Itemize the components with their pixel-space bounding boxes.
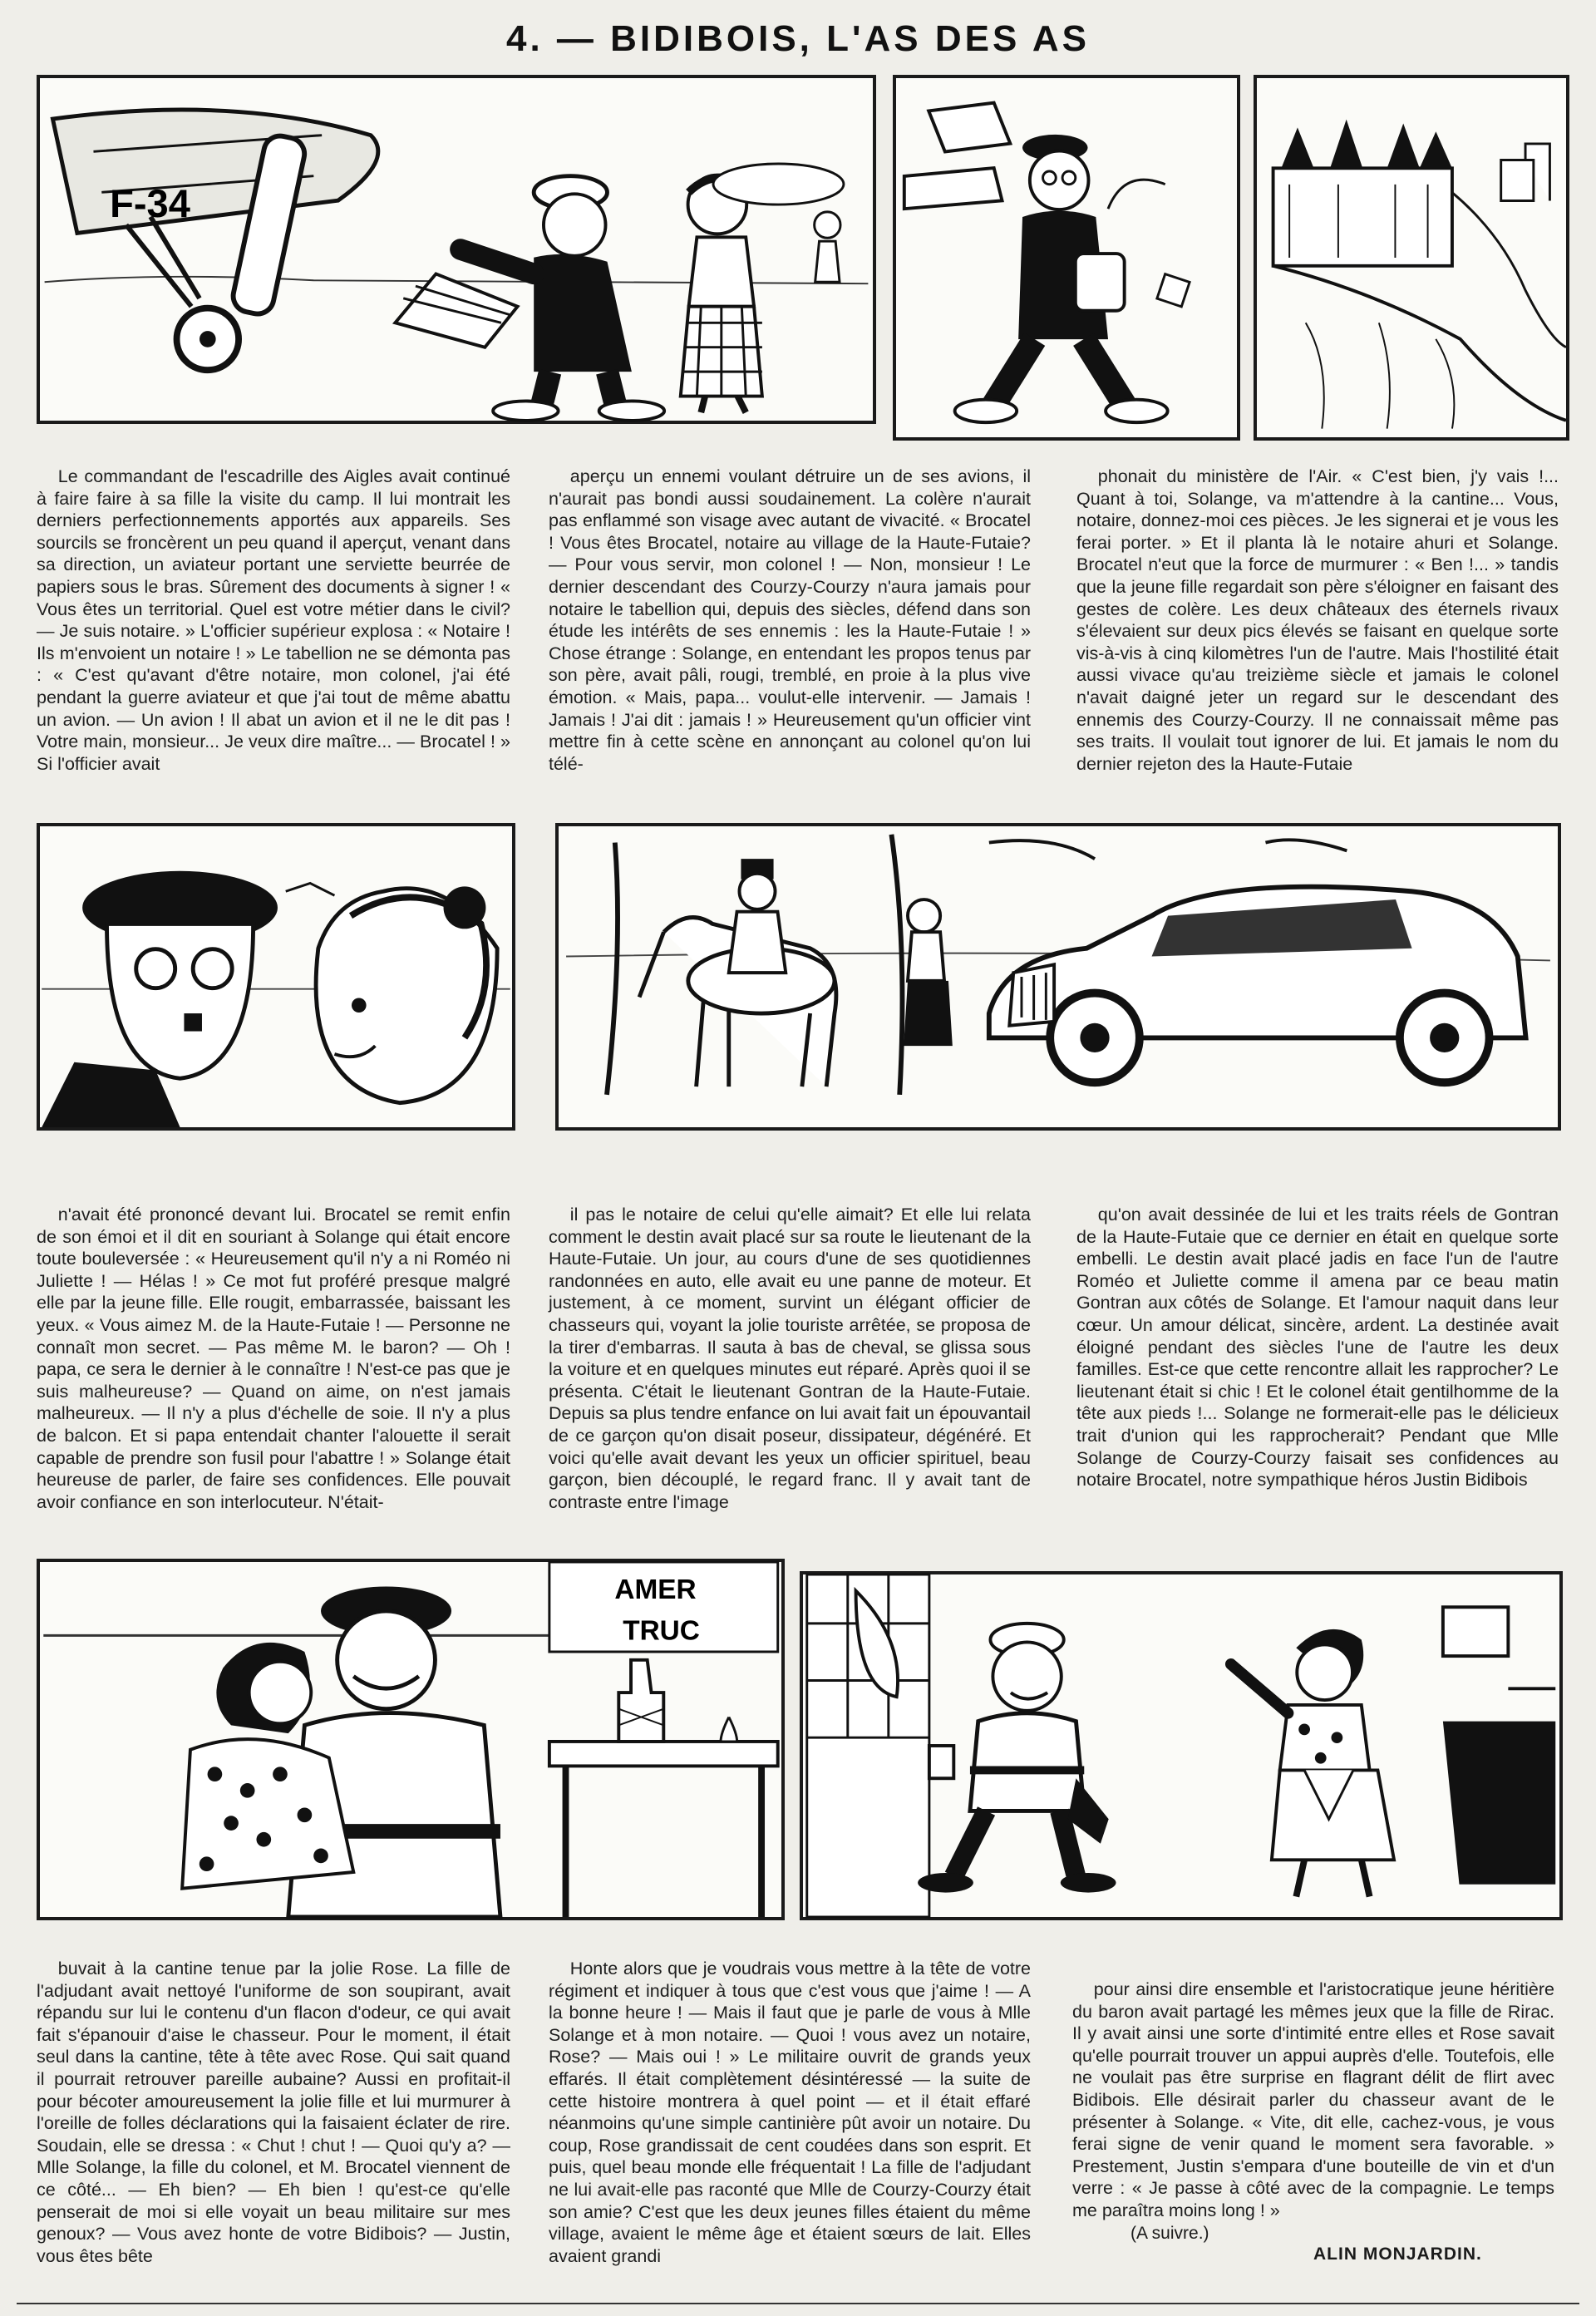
panel-airfield-colonel — [37, 75, 876, 424]
illustration-closeup — [40, 826, 512, 1127]
story-column-1a — [37, 466, 510, 806]
panel-castle — [1254, 75, 1569, 441]
panel-officer-horse-car — [555, 823, 1561, 1131]
story-column-2a — [549, 466, 1031, 806]
paragraph: Honte alors que je voudrais vous mettre à la tête de votre régiment et indiquer à tous que c'est vous que j'aime ! — A la bonne heure ! — Mais il faut que je parle de vous à Mlle Solange et à mon notaire. — Quoi ! vous avez un notaire, Rose? — Mais oui ! » Le militaire ouvrit de grands yeux effarés. Il était complètement désintéressé — la suite de cette histoire montrera à quel point — et il était effaré néanmoins qu'une simple cantinière pût avoir un notaire. Du coup, Rose grandissait de cent coudées dans son esprit. Et puis, quel beau monde elle fréquentait ! La fille de l'adjudant ne lui avait-elle pas raconté que Mlle de Courzy-Courzy était son amie? C'est que les deux jeunes filles étaient du même village, avaient le même âge et étaient sœurs de lait. Elles avaient grandi — [549, 1959, 1031, 2266]
sign-text-amer: AMER — [614, 1574, 697, 1606]
author-signature: ALIN MONJARDIN. — [1313, 2245, 1482, 2264]
panel-notary-solange-closeup — [37, 823, 515, 1131]
paragraph: pour ainsi dire ensemble et l'aristocratique jeune héritière du baron avait partagé les mêmes jeux que la fille de Rirac. Il y avait ainsi une sorte d'intimité entre elles et Rose savait qu'elle pourrait trouver un appui auprès d'elle. Toutefois, elle ne voulait pas être surprise en flagrant délit de flirt avec Bidibois. Elle désirait parler du chasseur avant de le présenter à Solange. « Vite, dit elle, cachez-vous, je vous ferai signe de venir quand le moment sera favorable. » Prestement, Justin s'empara d'une bouteille de vin et d'un verre : « Je passe à côté avec de la compagnie. Le temps me paraîtra moins long ! » — [1072, 1979, 1554, 2220]
story-column-2b — [549, 1204, 1031, 1553]
paragraph: il pas le notaire de celui qu'elle aimait? Et elle lui relata comment le destin avait placé sur sa route le lieutenant de la Haute-Futaie. Un jour, au cours d'une de ses quotidiennes randonnées en auto, elle avait eu une panne de moteur. Et justement, à ce moment, survint un élégant officier de chasseurs qui, voyant la jolie touriste arrêtée, se proposa de la tirer d'embarras. Il sauta à bas de cheval, se glissa sous la voiture et en quelques minutes eut réparé. Après quoi il se présenta. C'était le lieutenant Gontran de la Haute-Futaie. Depuis sa plus tendre enfance on lui avait fait un épouvantail de ce garçon qu'on disait poseur, dissipateur, dégénéré. Et voici qu'elle avait devant les yeux un officier spirituel, beau garçon, bien découplé, le regard franc. Il y avait tant de contraste entre l'image — [549, 1205, 1031, 1512]
to-be-continued: (A suivre.) — [1130, 2224, 1209, 2243]
paragraph: Le commandant de l'escadrille des Aigles avait continué à faire faire à sa fille la visite du camp. Il lui montrait les derniers perfectionnements apportés aux appareils. Ses sourcils se froncèrent un peu quand il aperçut, venant dans sa direction, un aviateur portant une serviette beurrée de papiers sous le bras. Sûrement des documents à signer ! « Vous êtes un territorial. Quel est votre métier dans le civil? — Je suis notaire. » L'officier supérieur explosa : « Notaire ! Ils m'envoient un notaire ! » Le tabellion ne se démonta pas : « C'est qu'avant d'être notaire, mon colonel, j'ai été pendant la guerre aviateur et que j'ai tout de même abattu un avion. — Un avion ! Il abat un avion et il ne le dit pas ! Votre main, monsieur... Je veux dire maître... — Brocatel ! » Si l'officier avait — [37, 466, 510, 774]
sign-text-truc: TRUC — [623, 1615, 700, 1647]
story-column-3a — [1076, 466, 1559, 806]
panel-rose-bidibois — [800, 1571, 1563, 1920]
panel-notary-walking — [893, 75, 1240, 441]
story-column-1b — [37, 1204, 510, 1553]
story-column-2c — [549, 1958, 1031, 2266]
paragraph: buvait à la cantine tenue par la jolie Rose. La fille de l'adjudant avait nettoyé l'uniforme de son soupirant, avait répandu sur lui le contenu d'un flacon d'odeur, ce qui avait fait s'épanouir d'aise le chasseur. Pour le moment, il était seul dans la cantine, tête à tête avec Rose. Qui sait quand il pourrait retrouver pareille aubaine? Aussi en profitait-il pour bécoter amoureusement la jolie fille et lui murmurer à l'oreille de folles déclarations qui la faisaient éclater de rire. Soudain, elle se dressa : « Chut ! chut ! — Quoi qu'y a? — Mlle Solange, la fille du colonel, et M. Brocatel viennent de ce côté... — Eh bien? — Eh bien ! qu'est-ce qu'elle penserait de moi si elle voyait un beau militaire sur mes genoux? — Vous avez honte de votre Bidibois? — Justin, vous êtes bête — [37, 1959, 510, 2266]
illustration-airfield — [40, 78, 873, 421]
illustration-cantine — [40, 1562, 781, 1917]
story-column-3b — [1076, 1204, 1559, 1553]
illustration-horse-car — [559, 826, 1558, 1127]
paragraph: n'avait été prononcé devant lui. Brocatel se remit enfin de son émoi et il dit en souriant à Solange qui était encore toute bouleversée : « Heureusement qu'il n'y a ni Roméo ni Juliette ! — Hélas ! » Ce mot fut proféré presque malgré elle par la jeune fille. Elle rougit, embarrassée, baissant les yeux. « Vous aimez M. de la Haute-Futaie ! — Personne ne connaît mon secret. — Pas même M. le baron? — Oh ! papa, ce sera le dernier à le connaître ! N'est-ce pas que je suis malheureuse? — Quand on aime, on n'est jamais malheureux. — Il n'y a plus d'échelle de soie. Il n'y a plus de balcon. Et si papa entendait chanter l'alouette il serait capable de prendre son fusil pour l'abattre ! » Solange était heureuse de parler, de faire ses confidences. Elle pouvait avoir confiance en son interlocuteur. N'était- — [37, 1205, 510, 1512]
paragraph: phonait du ministère de l'Air. « C'est bien, j'y vais !... Quant à toi, Solange, va m'attendre à la cantine... Vous, notaire, donnez-moi ces pièces. Je les signerai et je vous les ferai porter. » Et il planta là le notaire ahuri et Solange. Brocatel n'eut que la force de murmurer : « Ben !... » tandis que la jeune fille regardait son père s'éloigner en faisant des gestes de colère. Les deux châteaux des éternels rivaux s'élevaient sur deux pics élevés se faisant en quelque sorte vis-à-vis à cinq kilomètres l'un de l'autre. Mais l'hostilité était aussi vivace qu'au treizième siècle et jamais le colonel n'avait daigné jeter un regard sur le descendant des ennemis des Courzy-Courzy. Il ne connaissait même pas ses traits. Il voulait tout ignorer de lui. Et jamais le nom du dernier rejeton des la Haute-Futaie — [1076, 466, 1559, 774]
story-column-3c — [1072, 1978, 1554, 2220]
story-title: 4. — BIDIBOIS, L'AS DES AS — [505, 18, 1091, 59]
plane-code-text: F-34 — [110, 180, 190, 225]
illustration-castle — [1257, 78, 1566, 437]
illustration-notary-walking — [896, 78, 1237, 437]
illustration-rose-bidibois — [803, 1574, 1559, 1917]
panel-cantine-kiss — [37, 1559, 785, 1920]
story-column-1c — [37, 1958, 510, 2266]
paragraph: aperçu un ennemi voulant détruire un de ses avions, il n'aurait pas bondi aussi soudainement. La colère n'aurait pas enflammé son visage avec autant de vivacité. « Brocatel ! Vous êtes Brocatel, notaire au village de la Haute-Futaie? — Pour vous servir, mon colonel ! — Non, monsieur ! Le dernier descendant des Courzy-Courzy n'aura jamais pour notaire le tabellion qui, depuis des siècles, défend dans son étude les intérêts de ses ennemis : les la Haute-Futaie ! » Chose étrange : Solange, en entendant les propos tenus par son père, avait pâli, rougi, tremblé, en proie à la plus vive émotion. « Mais, papa... voulut-elle intervenir. — Jamais ! Jamais ! J'ai dit : jamais ! » Heureusement qu'un officier vint mettre fin à cette scène en annonçant au colonel qu'on lui télé- — [549, 466, 1031, 774]
paragraph: qu'on avait dessinée de lui et les traits réels de Gontran de la Haute-Futaie que ce dernier en était en quelque sorte embelli. Le destin avait placé jadis en face l'un de l'autre Roméo et Juliette comme il amena par ce beau matin Gontran aux côtés de Solange. Et l'amour naquit dans leur cœur. Un amour délicat, sincère, ardent. La destinée avait éloigné pendant des siècles l'une de l'autre les deux familles. Est-ce que cette rencontre allait les rapprocher? Le lieutenant était si chic ! Et le colonel était gentilhomme de la tête aux pieds !... Solange ne formerait-elle pas le délicieux trait d'union qui les rapprocherait? Pendant que Mlle Solange de Courzy-Courzy faisait ses confidences au notaire Brocatel, notre sympathique héros Justin Bidibois — [1076, 1205, 1559, 1491]
bottom-rule — [17, 2303, 1579, 2304]
